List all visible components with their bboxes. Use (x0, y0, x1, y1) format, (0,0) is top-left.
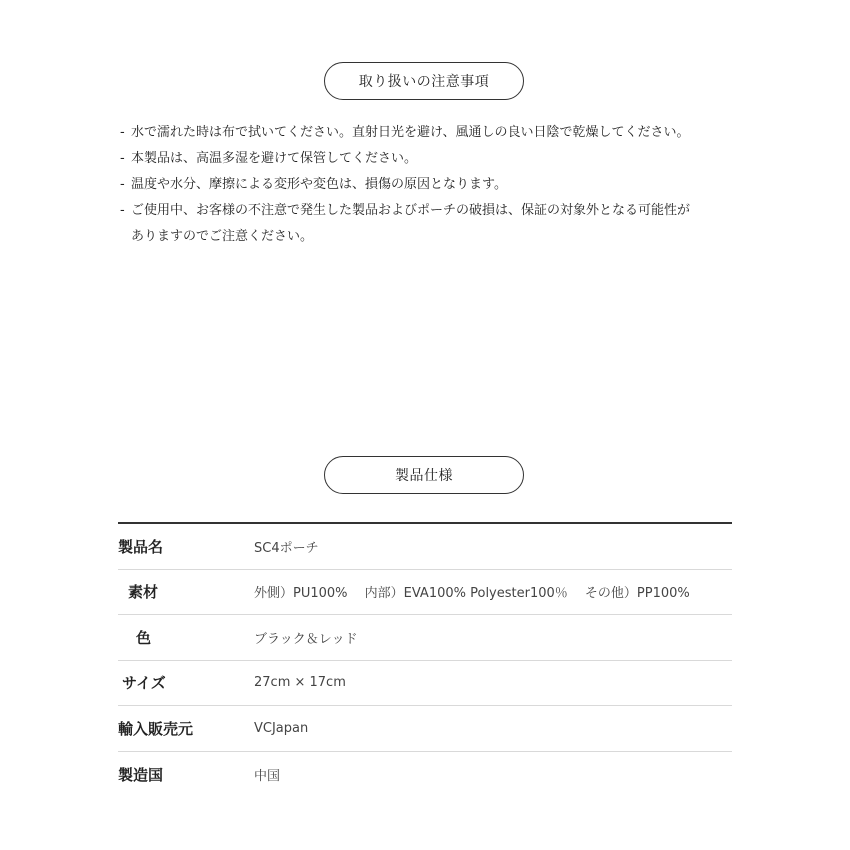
care-section-title-text: 取り扱いの注意事項 (358, 74, 490, 90)
spec-value: 中国 (254, 768, 281, 784)
spec-label: サイズ (122, 674, 166, 693)
care-note (120, 120, 760, 146)
spec-table (118, 522, 732, 797)
spec-value: SC4ポーチ (254, 540, 319, 556)
spec-value: 27cm × 17cm (254, 675, 346, 691)
note-bullet: - (120, 203, 125, 218)
care-note-text: 水で濡れた時は布で拭いてください。直射日光を避け、風通しの良い日陰で乾燥してください。 (131, 125, 690, 140)
care-note-text: 温度や水分、摩擦による変形や変色は、損傷の原因となります。 (131, 177, 507, 192)
spec-value: 外側）PU100% 内部）EVA100% Polyester100％ その他）PP100% (254, 586, 690, 602)
care-note-continuation (120, 224, 760, 250)
spec-value: VCJapan (254, 720, 309, 736)
care-note-text: ありますのでご注意ください。 (131, 229, 314, 244)
spec-row-color (118, 615, 732, 661)
care-note-text: 本製品は、高温多湿を避けて保管してください。 (131, 151, 418, 166)
spec-row-material (118, 570, 732, 616)
spec-value: ブラック＆レッド (254, 631, 358, 647)
note-bullet: - (120, 177, 125, 192)
spec-label: 輸入販売元 (118, 719, 194, 738)
spec-label: 色 (136, 628, 152, 647)
spec-label: 素材 (128, 583, 159, 602)
note-bullet: - (120, 125, 125, 140)
spec-section-title (324, 456, 524, 494)
note-bullet: - (120, 151, 125, 166)
spec-row-importer (118, 706, 732, 752)
spec-row-product-name (118, 524, 732, 570)
care-note (120, 198, 760, 224)
spec-row-country-of-origin (118, 752, 732, 798)
spec-row-size (118, 661, 732, 707)
care-note (120, 146, 760, 172)
spec-section-title-text: 製品仕様 (395, 468, 453, 484)
spec-label: 製品名 (118, 537, 164, 556)
spec-label: 製造国 (118, 765, 164, 784)
care-note-text: ご使用中、お客様の不注意で発生した製品およびポーチの破損は、保証の対象外となる可能性が (131, 203, 691, 218)
care-note (120, 172, 760, 198)
care-section-title (324, 62, 524, 100)
care-notes-list (120, 120, 760, 250)
